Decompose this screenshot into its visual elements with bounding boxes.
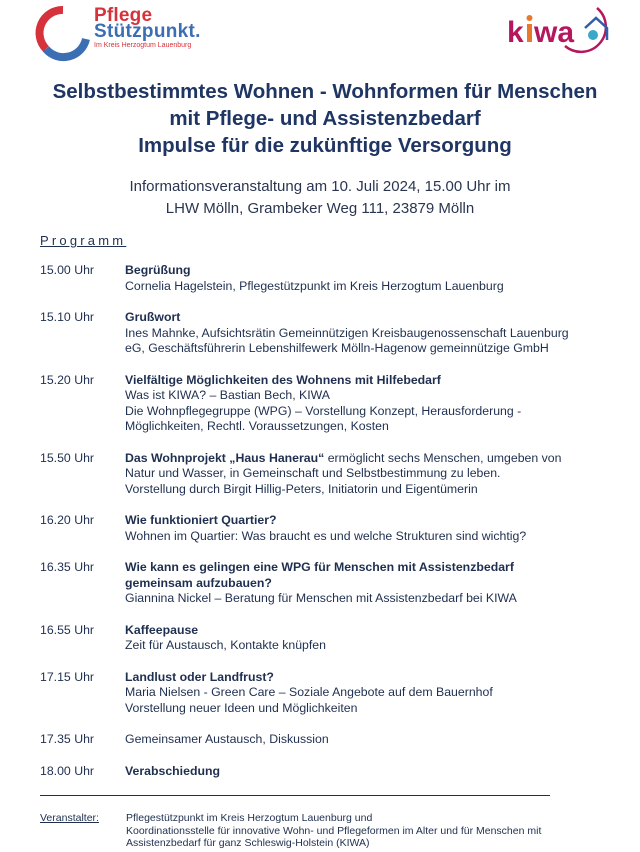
agenda-line: eG, Geschäftsführerin Lebenshilfewerk Mölln-Hagenow gemeinnützige GmbH: [125, 341, 549, 355]
agenda-time: 18.00 Uhr: [40, 763, 95, 778]
ring-logo-icon: [34, 4, 92, 62]
agenda-item: [40, 560, 620, 607]
document-title: [0, 78, 640, 159]
agenda-list: [40, 263, 620, 795]
agenda-item: [40, 373, 620, 435]
agenda-line: Ines Mahnke, Aufsichtsrätin Gemeinnützigen Kreisbaugenossenschaft Lauenburg: [125, 325, 569, 340]
agenda-heading: Das Wohnprojekt „Haus Hanerau“: [125, 450, 325, 465]
organizer-label: Veranstalter:: [40, 812, 99, 824]
agenda-line: Vorstellung durch Birgit Hillig-Peters, Initiatorin und Eigentümerin: [125, 481, 478, 496]
agenda-item: [40, 670, 620, 717]
agenda-line: Was ist KIWA? – Bastian Bech, KIWA: [125, 388, 331, 402]
title-line-2: mit Pflege- und Assistenzbedarf: [169, 107, 481, 130]
agenda-time: 15.20 Uhr: [40, 372, 95, 387]
agenda-time: 16.35 Uhr: [40, 560, 95, 574]
agenda-time: 16.55 Uhr: [40, 622, 95, 637]
pflegestuetzpunkt-logo: [34, 2, 204, 64]
agenda-line: Cornelia Hagelstein, Pflegestützpunkt im Kreis Herzogtum Lauenburg: [125, 278, 504, 293]
agenda-heading: Begrüßung: [125, 263, 191, 277]
organizer-line: Koordinationsstelle für innovative Wohn- und Pflegeformen im Alter und für Menschen mit: [126, 824, 542, 837]
agenda-item: [40, 451, 620, 498]
agenda-heading: Verabschiedung: [125, 763, 220, 778]
agenda-time: 17.15 Uhr: [40, 669, 95, 684]
logo-line-3: Im Kreis Herzogtum Lauenburg: [94, 42, 192, 49]
info-line-2: LHW Mölln, Grambeker Weg 111, 23879 Mölln: [165, 200, 475, 217]
agenda-time: 15.50 Uhr: [40, 450, 95, 465]
agenda-time: 15.10 Uhr: [40, 310, 95, 324]
kiwa-logo-icon: [505, 2, 620, 54]
agenda-item: [40, 623, 620, 654]
title-line-1: Selbstbestimmtes Wohnen - Wohnformen für Menschen: [52, 80, 598, 103]
agenda-time: 17.35 Uhr: [40, 732, 95, 746]
agenda-item: [40, 263, 620, 294]
agenda-line: Maria Nielsen - Green Care – Soziale Angebote auf dem Bauernhof: [125, 685, 493, 699]
agenda-heading: Wie kann es gelingen eine WPG für Menschen mit Assistenzbedarf: [125, 560, 514, 574]
agenda-line: Wohnen im Quartier: Was braucht es und welche Strukturen sind wichtig?: [125, 528, 527, 543]
agenda-line: Giannina Nickel – Beratung für Menschen mit Assistenzbedarf bei KIWA: [125, 591, 517, 605]
programm-heading: Programm: [40, 233, 127, 248]
organizer-line: Pflegestützpunkt im Kreis Herzogtum Lauenburg und: [126, 812, 373, 824]
agenda-heading-rest: ermöglicht sechs Menschen, umgeben von: [324, 450, 562, 465]
agenda-heading: Grußwort: [125, 310, 181, 324]
divider: [40, 795, 550, 796]
agenda-item: [40, 310, 620, 357]
organizer-footer: [40, 812, 630, 850]
agenda-item: [40, 764, 620, 780]
logo-line-2: Stützpunkt.: [94, 21, 201, 42]
event-info: [0, 176, 640, 220]
agenda-item: [40, 513, 620, 544]
agenda-heading: Wie funktioniert Quartier?: [125, 513, 277, 527]
svg-text:wa: wa: [534, 16, 575, 49]
agenda-item: [40, 732, 620, 748]
svg-text:k: k: [507, 16, 524, 49]
agenda-time: 16.20 Uhr: [40, 513, 95, 527]
agenda-heading: Vielfältige Möglichkeiten des Wohnens mit Hilfebedarf: [125, 372, 441, 387]
agenda-line: Möglichkeiten, Rechtl. Voraussetzungen, Kosten: [125, 419, 389, 433]
agenda-time: 15.00 Uhr: [40, 263, 95, 277]
kiwa-logo: [505, 2, 620, 54]
title-line-3: Impulse für die zukünftige Versorgung: [138, 134, 512, 157]
logo-line-1: Pflege: [94, 5, 153, 26]
agenda-heading: Kaffeepause: [125, 622, 199, 637]
agenda-line: Natur und Wasser, in Gemeinschaft und Selbstbestimmung zu leben.: [125, 466, 501, 480]
agenda-line: Zeit für Austausch, Kontakte knüpfen: [125, 638, 326, 652]
agenda-heading: Landlust oder Landfrust?: [125, 669, 274, 684]
agenda-line: Die Wohnpflegegruppe (WPG) – Vorstellung Konzept, Herausforderung -: [125, 403, 522, 418]
info-line-1: Informationsveranstaltung am 10. Juli 2024, 15.00 Uhr im: [129, 178, 511, 195]
organizer-line: Assistenzbedarf für ganz Schleswig-Holstein (KIWA): [126, 837, 370, 849]
agenda-heading-2: gemeinsam aufzubauen?: [125, 575, 272, 590]
agenda-line: Vorstellung neuer Ideen und Möglichkeiten: [125, 700, 358, 715]
agenda-line: Gemeinsamer Austausch, Diskussion: [125, 732, 329, 746]
